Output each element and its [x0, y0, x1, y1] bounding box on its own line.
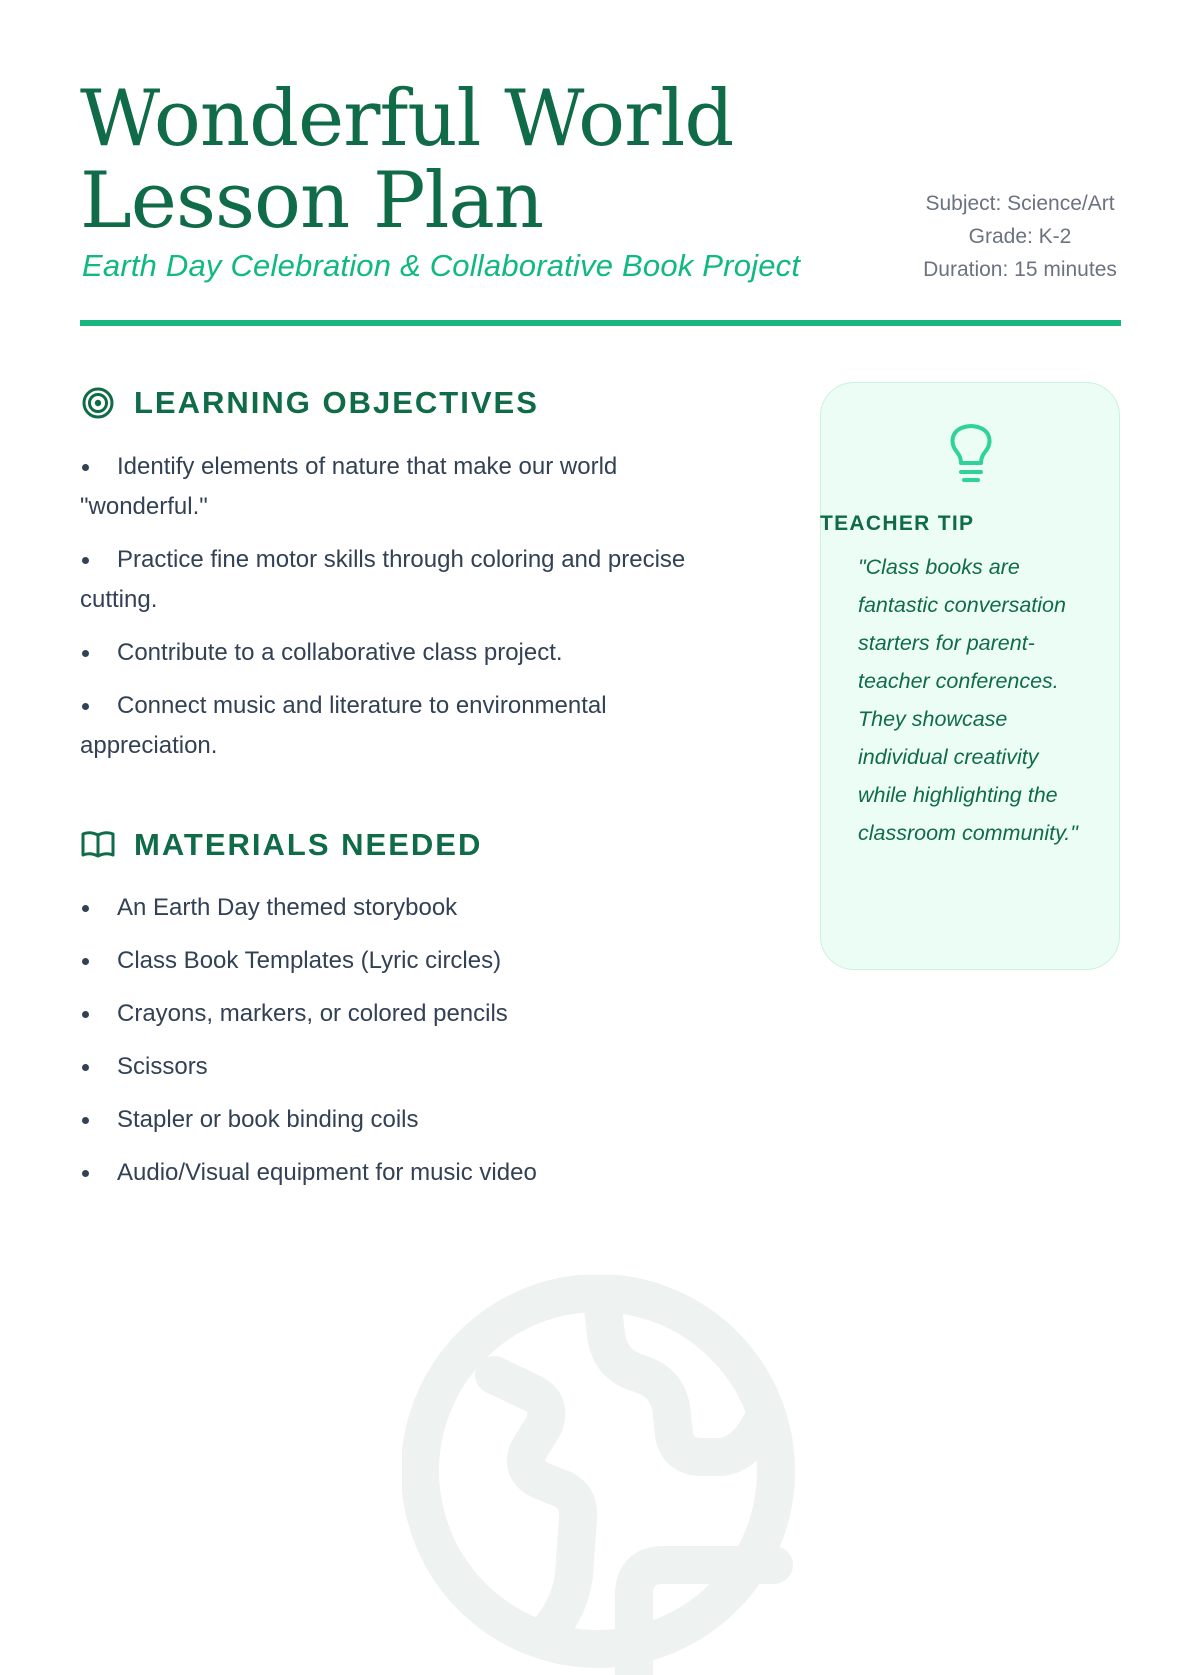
- tip-title: TEACHER TIP: [820, 512, 975, 535]
- title-line-2: Lesson Plan: [80, 156, 544, 246]
- globe-icon: [402, 1275, 802, 1675]
- objectives-list: [80, 447, 720, 779]
- lesson-meta: [900, 187, 1140, 286]
- meta-duration: Duration: 15 minutes: [923, 258, 1117, 281]
- objectives-heading-text: LEARNING OBJECTIVES: [134, 385, 539, 420]
- material-item: Audio/Visual equipment for music video: [80, 1153, 720, 1193]
- tip-text: "Class books are fantastic conversation starters for parent-teacher conferences. They showcase individual creativity while highlighting the classroom community.": [858, 555, 1078, 845]
- objectives-heading: [80, 383, 539, 423]
- materials-list: [80, 888, 720, 1206]
- book-open-icon: [80, 827, 116, 863]
- material-item: Stapler or book binding coils: [80, 1100, 720, 1140]
- header-divider: [80, 320, 1121, 326]
- material-item: Class Book Templates (Lyric circles): [80, 941, 720, 981]
- target-icon: [80, 385, 116, 421]
- objective-item: Practice fine motor skills through coloring and precise cutting.: [80, 540, 720, 620]
- material-item: Crayons, markers, or colored pencils: [80, 994, 720, 1034]
- meta-subject: Subject: Science/Art: [925, 192, 1115, 215]
- lightbulb-icon: [945, 423, 997, 487]
- page-title: [80, 74, 734, 246]
- material-item: An Earth Day themed storybook: [80, 888, 720, 928]
- objective-item: Connect music and literature to environmental appreciation.: [80, 686, 720, 766]
- title-line-1: Wonderful World: [80, 74, 734, 164]
- page-subtitle: Earth Day Celebration & Collaborative Book Project: [82, 248, 801, 283]
- objective-item: Contribute to a collaborative class project.: [80, 633, 720, 673]
- materials-heading-text: MATERIALS NEEDED: [134, 827, 483, 862]
- objective-item: Identify elements of nature that make our world "wonderful.": [80, 447, 720, 527]
- material-item: Scissors: [80, 1047, 720, 1087]
- meta-grade: Grade: K-2: [968, 225, 1072, 248]
- materials-heading: [80, 825, 482, 865]
